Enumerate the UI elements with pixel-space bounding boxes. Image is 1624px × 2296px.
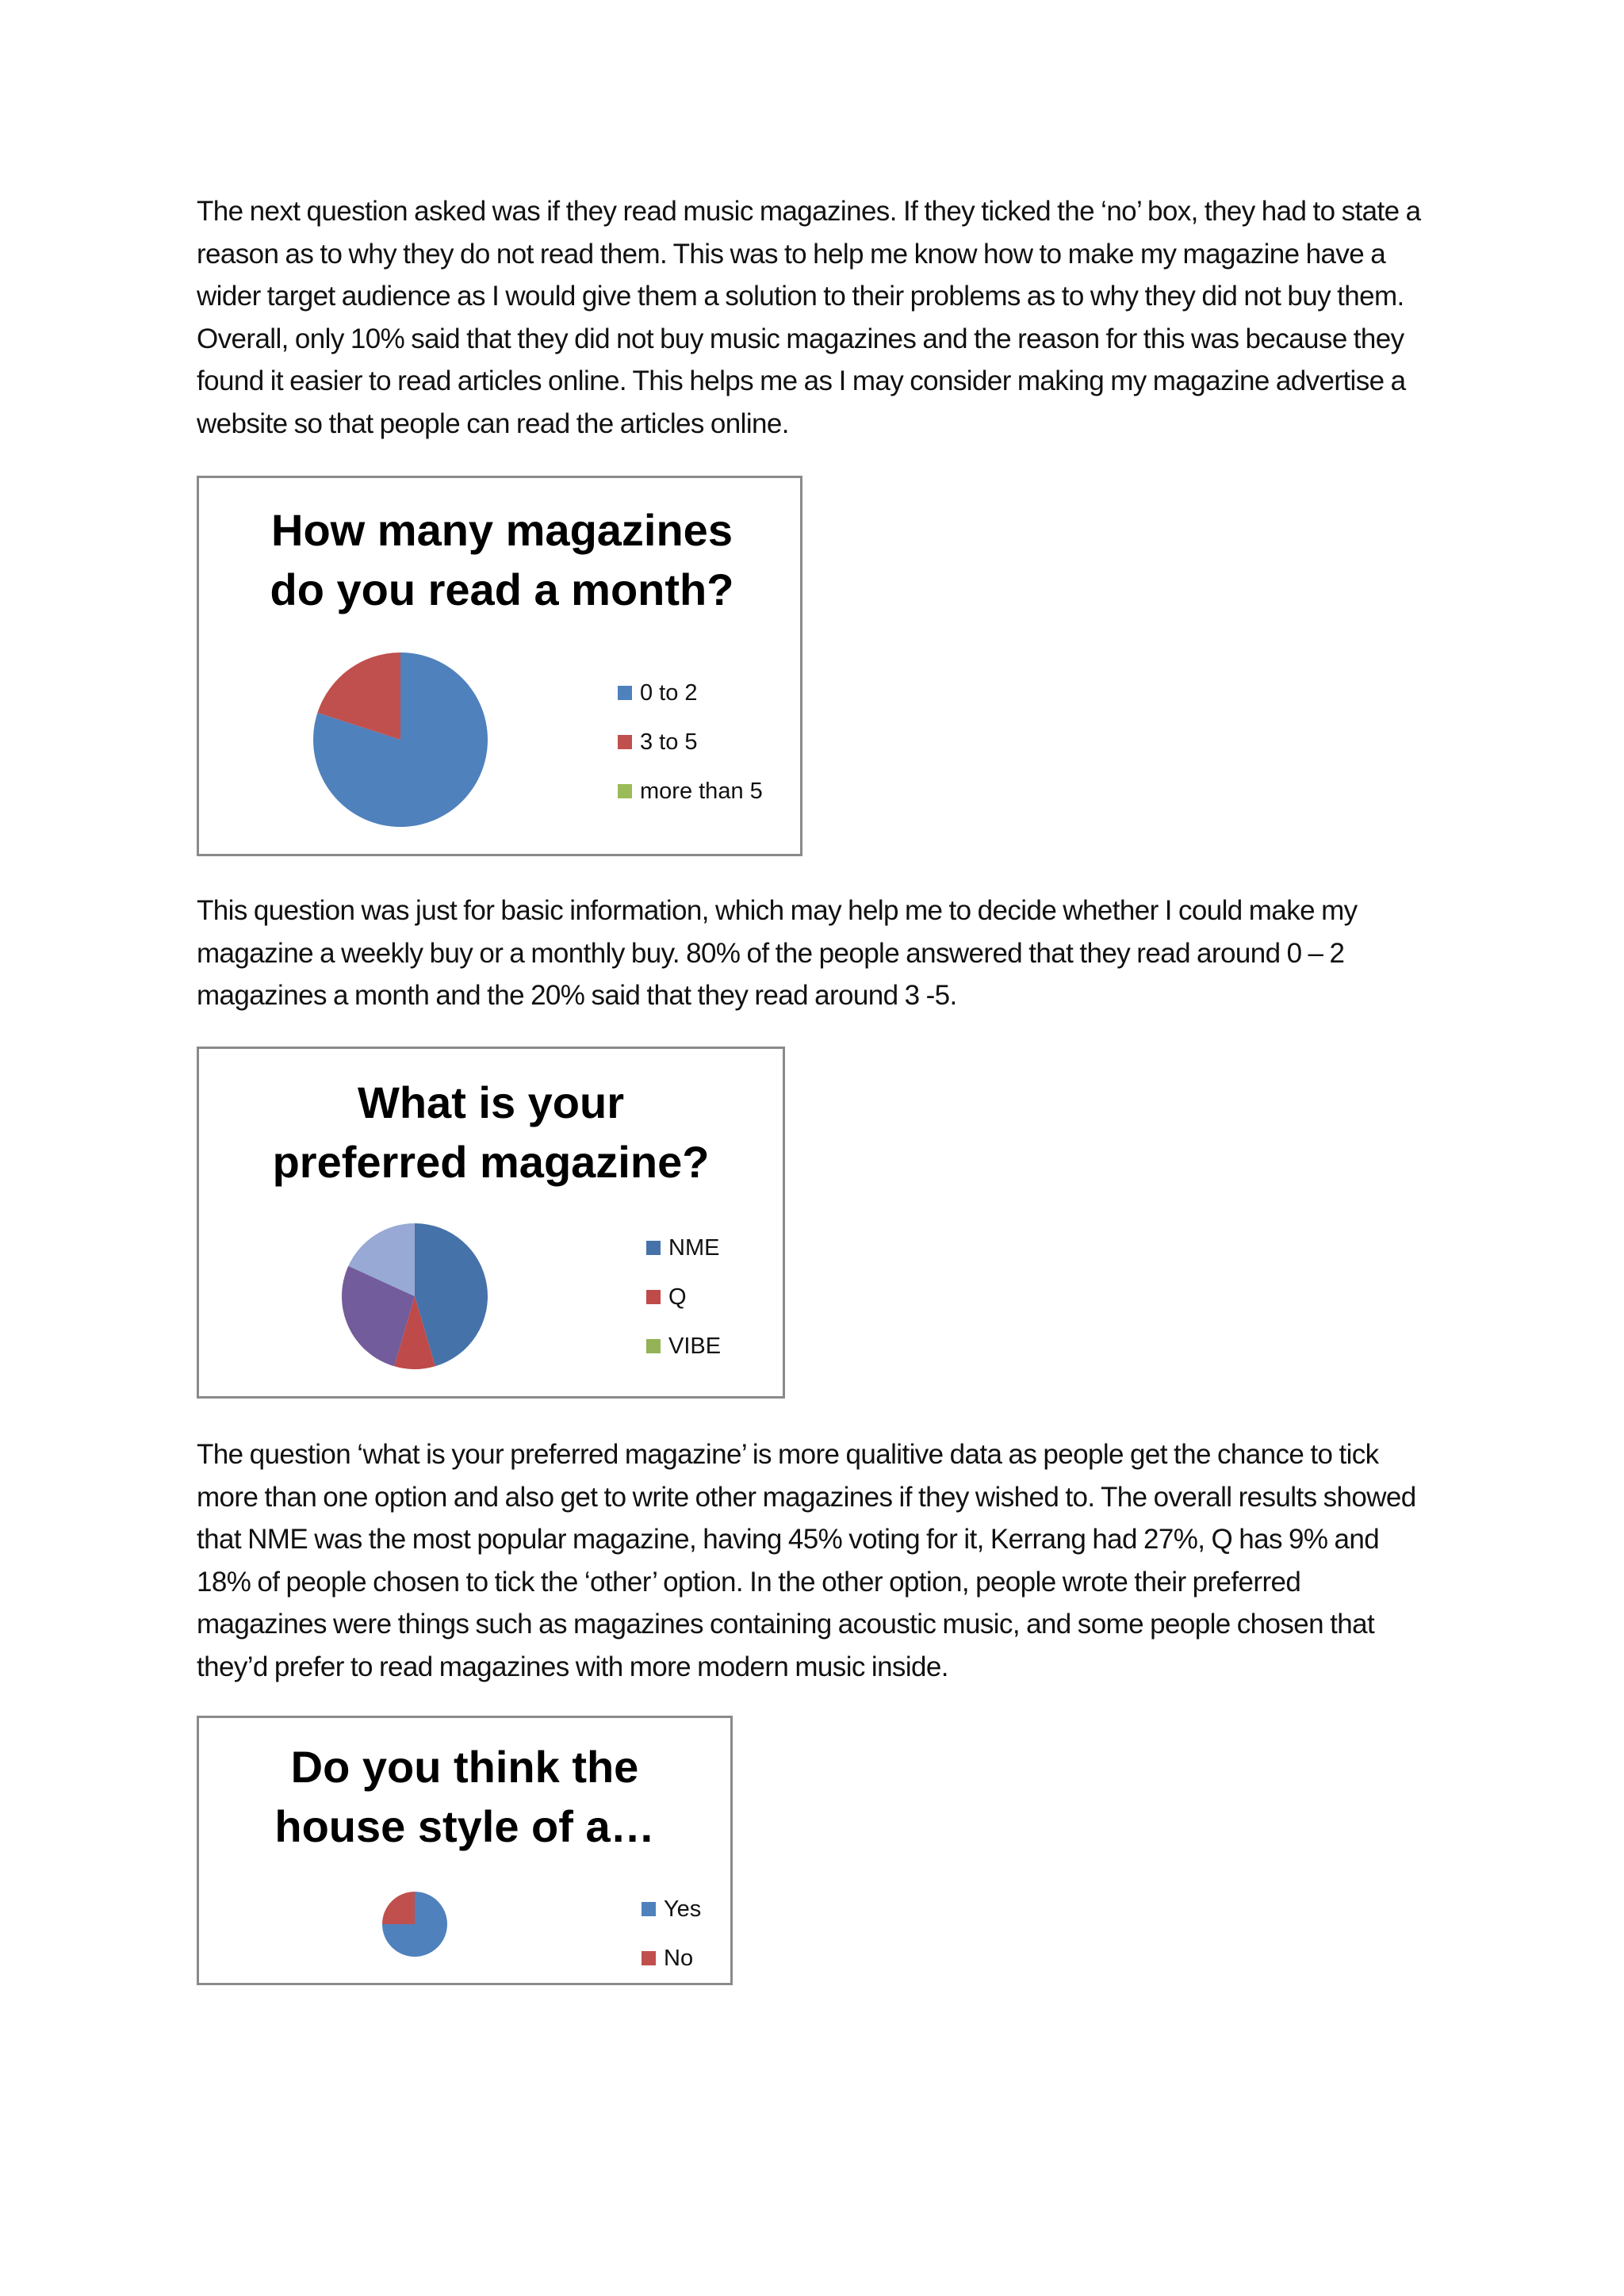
chart-title: [199, 1073, 783, 1192]
legend-item-no: [642, 1934, 701, 1983]
paragraph-preferred-magazine: The question ‘what is your preferred magazine’ is more qualitive data as people get the chance to tick more than one option and also get to write other magazines if they wished to. The overall results showed that NME was the most popular magazine, having 45% voting for it, Kerrang had 27%, Q has 9% and 18% of people chosen to tick the ‘other’ option. In the other option, people wrote their preferred magazines were things such as magazines containing acoustic music, and some people chosen that they’d prefer to read magazines with more modern music inside.: [197, 1439, 1416, 1682]
legend-label: more than 5: [640, 778, 763, 804]
legend-swatch: [618, 686, 632, 700]
legend-item-nme: [646, 1223, 721, 1272]
legend-swatch: [646, 1339, 661, 1353]
paragraph-basic-information: This question was just for basic information, which may help me to decide whether I could make my magazine a weekly buy or a monthly buy. 80% of the people answered that they read around 0 – 2 magazines a month and the 20% said that they read around 3 -5.: [197, 895, 1358, 1011]
legend-swatch: [642, 1951, 656, 1965]
chart-legend: [646, 1223, 721, 1371]
legend-item-vibe: [646, 1322, 721, 1371]
legend-swatch: [618, 735, 632, 749]
chart-preferred-magazine: [197, 1047, 785, 1399]
chart-legend: [618, 668, 763, 816]
legend-label: 3 to 5: [640, 729, 698, 755]
chart-title-line-2: house style of a…: [274, 1801, 655, 1851]
pie-chart: [381, 1891, 448, 1957]
chart-title-line-1: Do you think the: [290, 1742, 639, 1792]
legend-item-3-to-5: [618, 718, 763, 767]
legend-item-yes: [642, 1885, 701, 1934]
pie-slice-no: [382, 1892, 415, 1924]
legend-label: VIBE: [668, 1333, 722, 1359]
chart-title-line-2: do you read a month?: [270, 564, 734, 614]
chart-house-style: [197, 1716, 733, 1985]
legend-swatch: [618, 784, 632, 798]
legend-swatch: [646, 1290, 661, 1304]
chart-title: [199, 1737, 730, 1856]
pie-chart: [312, 651, 489, 828]
chart-magazines-per-month: [197, 476, 802, 856]
pie-chart: [340, 1222, 489, 1371]
legend-item-more-than-5: [618, 767, 763, 816]
chart-title-line-1: How many magazines: [271, 505, 733, 555]
chart-title-line-2: preferred magazine?: [272, 1137, 710, 1187]
legend-label: 0 to 2: [640, 679, 698, 706]
legend-label: Yes: [664, 1896, 702, 1922]
paragraph-music-magazines: The next question asked was if they read music magazines. If they ticked the ‘no’ box, they had to state a reason as to why they do not read them. This was to help me know how to make my magazine have a wider target audience as I would give them a solution to their problems as to why they did not buy them. Overall, only 10% said that they did not buy music magazines and the reason for this was because they found it easier to read articles online. This helps me as I may consider making my magazine advertise a website so that people can read the articles online.: [197, 196, 1421, 439]
legend-label: NME: [668, 1234, 720, 1261]
legend-label: Q: [668, 1284, 687, 1310]
chart-legend: [642, 1885, 701, 1983]
legend-item-0-to-2: [618, 668, 763, 718]
legend-swatch: [642, 1902, 656, 1916]
chart-title: [199, 500, 805, 619]
chart-title-line-1: What is your: [357, 1077, 625, 1127]
legend-label: No: [664, 1945, 694, 1971]
legend-item-q: [646, 1272, 721, 1322]
legend-swatch: [646, 1241, 661, 1255]
